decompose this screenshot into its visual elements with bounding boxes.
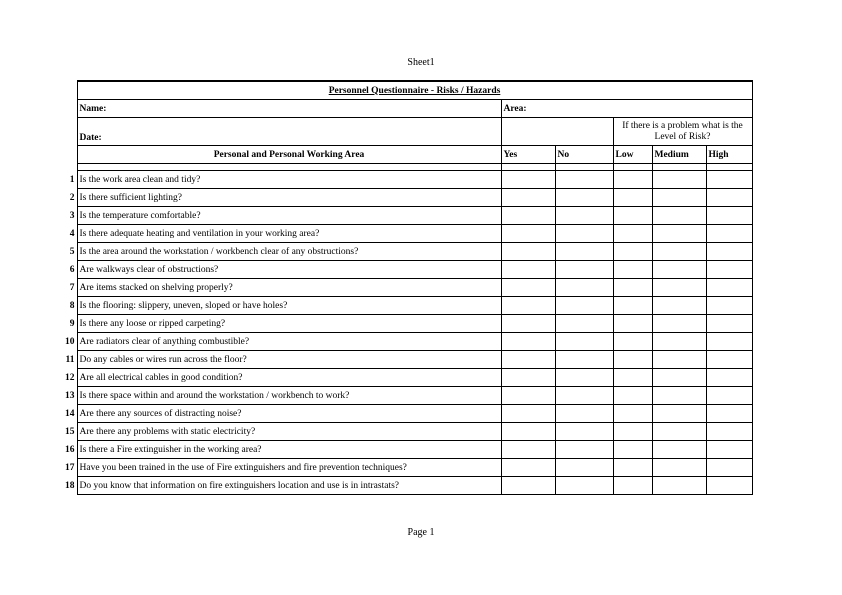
answer-high-cell[interactable]	[706, 171, 752, 189]
questionnaire-table	[62, 80, 753, 495]
question-number: 16	[65, 444, 75, 455]
answer-low-cell[interactable]	[613, 441, 652, 459]
answer-yes-cell[interactable]	[501, 279, 555, 297]
question-text: Are walkways clear of obstructions?	[77, 261, 501, 279]
answer-low-cell[interactable]	[613, 387, 652, 405]
answer-no-cell[interactable]	[555, 261, 613, 279]
answer-yes-cell[interactable]	[501, 189, 555, 207]
answer-yes-cell[interactable]	[501, 477, 555, 495]
question-text: Is the temperature comfortable?	[77, 207, 501, 225]
col-medium-header: Medium	[652, 146, 706, 164]
answer-low-cell[interactable]	[613, 279, 652, 297]
answer-low-cell[interactable]	[613, 333, 652, 351]
answer-medium-cell[interactable]	[652, 315, 706, 333]
question-text: Is there any loose or ripped carpeting?	[77, 315, 501, 333]
answer-low-cell[interactable]	[613, 189, 652, 207]
answer-high-cell[interactable]	[706, 279, 752, 297]
name-row	[62, 100, 752, 118]
risk-level-prompt: If there is a problem what is the Level of Risk?	[613, 118, 752, 146]
question-number: 8	[69, 300, 75, 311]
question-text: Are all electrical cables in good condition?	[77, 369, 501, 387]
answer-medium-cell[interactable]	[652, 279, 706, 297]
question-row	[62, 369, 752, 387]
question-row	[62, 279, 752, 297]
question-text: Are there any problems with static electricity?	[77, 423, 501, 441]
answer-no-cell[interactable]	[555, 423, 613, 441]
answer-yes-cell[interactable]	[501, 243, 555, 261]
question-number: 9	[69, 318, 75, 329]
answer-medium-cell[interactable]	[652, 297, 706, 315]
answer-high-cell[interactable]	[706, 387, 752, 405]
answer-no-cell[interactable]	[555, 405, 613, 423]
answer-low-cell[interactable]	[613, 207, 652, 225]
question-row	[62, 423, 752, 441]
answer-medium-cell[interactable]	[652, 243, 706, 261]
answer-low-cell[interactable]	[613, 243, 652, 261]
answer-medium-cell[interactable]	[652, 171, 706, 189]
answer-high-cell[interactable]	[706, 315, 752, 333]
question-row	[62, 315, 752, 333]
answer-low-cell[interactable]	[613, 225, 652, 243]
question-text: Is there space within and around the workstation / workbench to work?	[77, 387, 501, 405]
question-row	[62, 225, 752, 243]
answer-high-cell[interactable]	[706, 207, 752, 225]
date-spacer-cell	[501, 118, 613, 146]
answer-low-cell[interactable]	[613, 261, 652, 279]
question-text: Is the work area clean and tidy?	[77, 171, 501, 189]
spacer-row	[62, 164, 752, 171]
form-title: Personnel Questionnaire - Risks / Hazards	[77, 81, 752, 100]
question-text: Have you been trained in the use of Fire extinguishers and fire prevention techniques?	[77, 459, 501, 477]
question-row	[62, 297, 752, 315]
answer-low-cell[interactable]	[613, 423, 652, 441]
answer-low-cell[interactable]	[613, 405, 652, 423]
question-row	[62, 477, 752, 495]
answer-no-cell[interactable]	[555, 297, 613, 315]
answer-yes-cell[interactable]	[501, 333, 555, 351]
answer-no-cell[interactable]	[555, 207, 613, 225]
answer-low-cell[interactable]	[613, 315, 652, 333]
answer-no-cell[interactable]	[555, 459, 613, 477]
answer-medium-cell[interactable]	[652, 189, 706, 207]
col-no-header: No	[555, 146, 613, 164]
answer-no-cell[interactable]	[555, 441, 613, 459]
question-text: Is the flooring: slippery, uneven, sloped or have holes?	[77, 297, 501, 315]
answer-medium-cell[interactable]	[652, 351, 706, 369]
answer-yes-cell[interactable]	[501, 423, 555, 441]
question-number: 2	[69, 192, 75, 203]
answer-no-cell[interactable]	[555, 171, 613, 189]
question-number: 3	[69, 210, 75, 221]
answer-no-cell[interactable]	[555, 279, 613, 297]
answer-medium-cell[interactable]	[652, 207, 706, 225]
answer-high-cell[interactable]	[706, 189, 752, 207]
answer-yes-cell[interactable]	[501, 171, 555, 189]
question-number: 12	[65, 372, 75, 383]
answer-high-cell[interactable]	[706, 243, 752, 261]
answer-no-cell[interactable]	[555, 351, 613, 369]
question-row	[62, 243, 752, 261]
question-number: 4	[69, 228, 75, 239]
answer-high-cell[interactable]	[706, 225, 752, 243]
name-label: Name:	[77, 100, 501, 118]
col-low-header: Low	[613, 146, 652, 164]
question-row	[62, 189, 752, 207]
question-number: 7	[69, 282, 75, 293]
answer-low-cell[interactable]	[613, 297, 652, 315]
answer-yes-cell[interactable]	[501, 297, 555, 315]
question-row	[62, 459, 752, 477]
answer-yes-cell[interactable]	[501, 315, 555, 333]
answer-no-cell[interactable]	[555, 189, 613, 207]
answer-high-cell[interactable]	[706, 261, 752, 279]
answer-no-cell[interactable]	[555, 243, 613, 261]
answer-low-cell[interactable]	[613, 369, 652, 387]
answer-high-cell[interactable]	[706, 297, 752, 315]
answer-yes-cell[interactable]	[501, 387, 555, 405]
answer-medium-cell[interactable]	[652, 423, 706, 441]
answer-yes-cell[interactable]	[501, 459, 555, 477]
answer-high-cell[interactable]	[706, 441, 752, 459]
question-row	[62, 351, 752, 369]
answer-high-cell[interactable]	[706, 459, 752, 477]
question-text: Is there a Fire extinguisher in the working area?	[77, 441, 501, 459]
answer-high-cell[interactable]	[706, 423, 752, 441]
question-number: 1	[69, 174, 75, 185]
question-row	[62, 441, 752, 459]
answer-high-cell[interactable]	[706, 333, 752, 351]
question-row	[62, 207, 752, 225]
answer-low-cell[interactable]	[613, 477, 652, 495]
answer-no-cell[interactable]	[555, 387, 613, 405]
answer-no-cell[interactable]	[555, 369, 613, 387]
answer-medium-cell[interactable]	[652, 225, 706, 243]
answer-low-cell[interactable]	[613, 351, 652, 369]
question-number: 11	[65, 354, 75, 365]
answer-low-cell[interactable]	[613, 459, 652, 477]
answer-medium-cell[interactable]	[652, 477, 706, 495]
answer-high-cell[interactable]	[706, 477, 752, 495]
area-label: Area:	[501, 100, 752, 118]
question-row	[62, 261, 752, 279]
question-number: 15	[65, 426, 75, 437]
answer-yes-cell[interactable]	[501, 261, 555, 279]
answer-medium-cell[interactable]	[652, 333, 706, 351]
answer-no-cell[interactable]	[555, 315, 613, 333]
question-text: Is there sufficient lighting?	[77, 189, 501, 207]
question-row	[62, 405, 752, 423]
section-header: Personal and Personal Working Area	[77, 146, 501, 164]
answer-medium-cell[interactable]	[652, 405, 706, 423]
answer-yes-cell[interactable]	[501, 405, 555, 423]
sheet-title: Sheet1	[407, 57, 435, 68]
column-header-row	[62, 146, 752, 164]
answer-high-cell[interactable]	[706, 369, 752, 387]
question-number: 6	[69, 264, 75, 275]
answer-yes-cell[interactable]	[501, 369, 555, 387]
question-text: Is the area around the workstation / workbench clear of any obstructions?	[77, 243, 501, 261]
question-number: 13	[65, 390, 75, 401]
date-label: Date:	[77, 118, 501, 146]
answer-yes-cell[interactable]	[501, 351, 555, 369]
answer-medium-cell[interactable]	[652, 459, 706, 477]
question-text: Do you know that information on fire extinguishers location and use is in intrastats?	[77, 477, 501, 495]
date-row	[62, 118, 752, 146]
question-number: 5	[69, 246, 75, 257]
answer-yes-cell[interactable]	[501, 441, 555, 459]
answer-no-cell[interactable]	[555, 333, 613, 351]
answer-yes-cell[interactable]	[501, 207, 555, 225]
page-number: Page 1	[407, 527, 435, 538]
answer-no-cell[interactable]	[555, 225, 613, 243]
col-high-header: High	[706, 146, 752, 164]
question-number: 18	[65, 480, 75, 491]
question-row	[62, 171, 752, 189]
question-row	[62, 387, 752, 405]
question-text: Is there adequate heating and ventilation in your working area?	[77, 225, 501, 243]
question-number: 10	[65, 336, 75, 347]
answer-yes-cell[interactable]	[501, 225, 555, 243]
answer-medium-cell[interactable]	[652, 441, 706, 459]
answer-medium-cell[interactable]	[652, 369, 706, 387]
question-row	[62, 333, 752, 351]
answer-medium-cell[interactable]	[652, 261, 706, 279]
question-text: Are radiators clear of anything combustible?	[77, 333, 501, 351]
answer-no-cell[interactable]	[555, 477, 613, 495]
question-text: Do any cables or wires run across the floor?	[77, 351, 501, 369]
col-yes-header: Yes	[501, 146, 555, 164]
answer-low-cell[interactable]	[613, 171, 652, 189]
question-number: 14	[65, 408, 75, 419]
answer-high-cell[interactable]	[706, 405, 752, 423]
title-row	[62, 81, 752, 100]
question-text: Are items stacked on shelving properly?	[77, 279, 501, 297]
answer-medium-cell[interactable]	[652, 387, 706, 405]
answer-high-cell[interactable]	[706, 351, 752, 369]
question-number: 17	[65, 462, 75, 473]
question-text: Are there any sources of distracting noise?	[77, 405, 501, 423]
